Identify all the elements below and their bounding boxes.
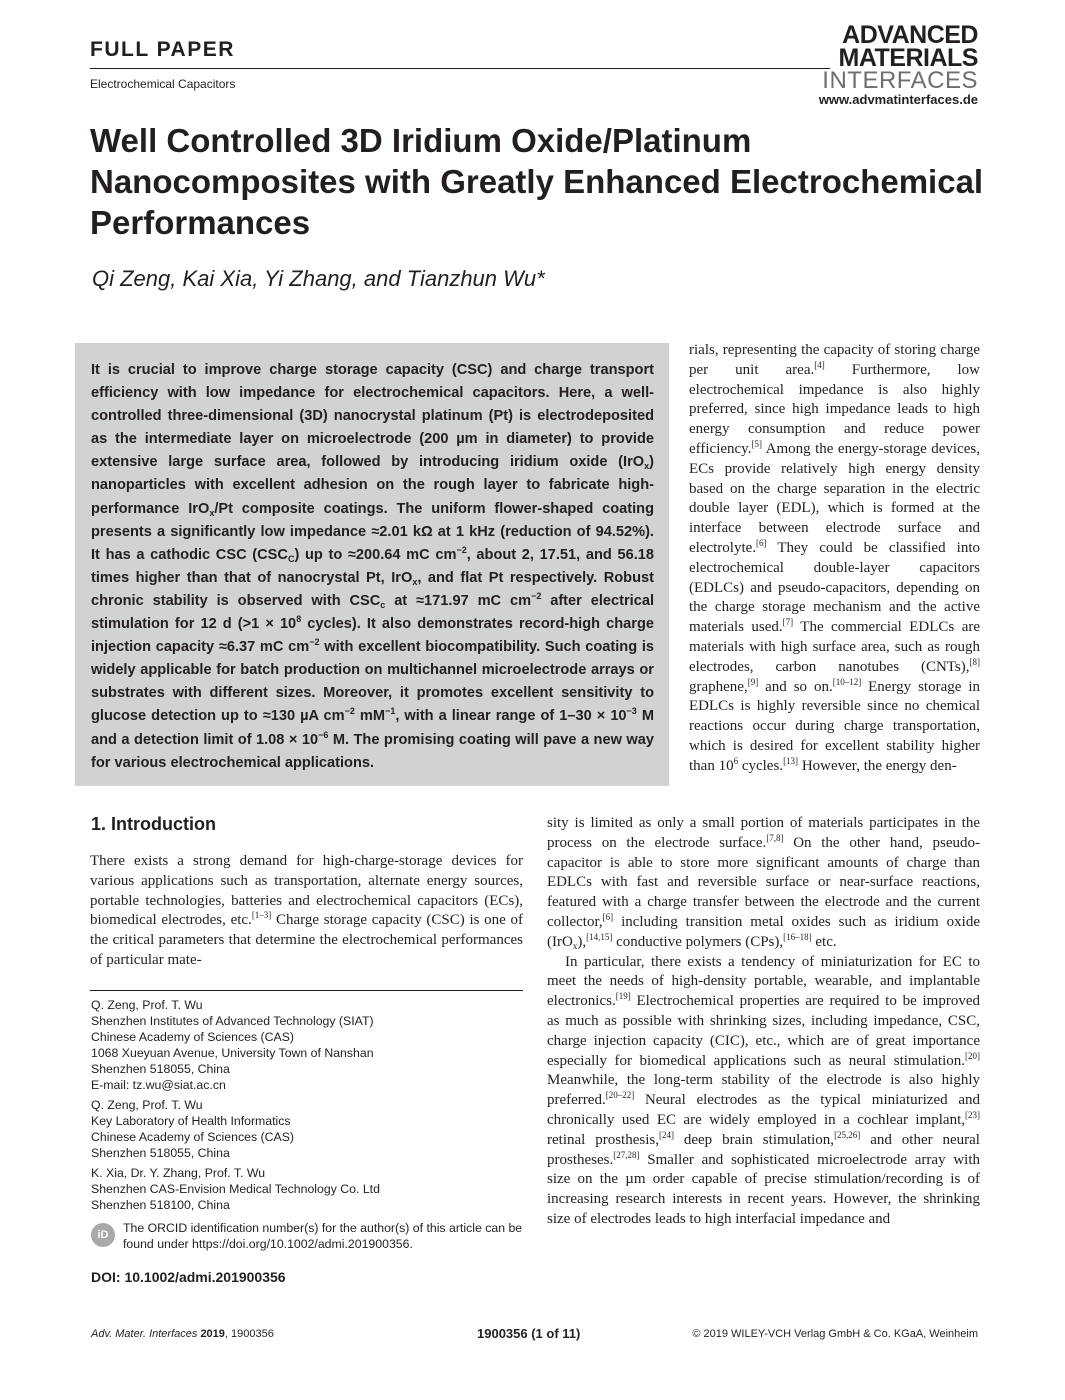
affiliation-group: Q. Zeng, Prof. T. Wu Shenzhen Institutes of Advanced Technology (SIAT) Chinese Academy of Sciences (CAS) 1068 Xueyuan Avenue, University Town of Nanshan Shenzhen 518055, China E-mail: tz.wu@siat.ac.cn: [91, 997, 524, 1093]
logo-line-2: MATERIALS: [838, 44, 978, 72]
affiliation-group: Q. Zeng, Prof. T. Wu Key Laboratory of Health Informatics Chinese Academy of Sciences (CAS) Shenzhen 518055, China: [91, 1098, 294, 1160]
header-rule: [90, 68, 830, 69]
author-email[interactable]: E-mail: tz.wu@siat.ac.cn: [91, 1078, 226, 1092]
paper-type-label: FULL PAPER: [90, 38, 235, 61]
page-number: 1900356 (1 of 11): [477, 1326, 581, 1341]
logo-line-1: ADVANCED: [842, 21, 978, 49]
journal-logo: [822, 21, 978, 94]
footer-citation: Adv. Mater. Interfaces 2019, 1900356: [91, 1328, 274, 1340]
doi-link[interactable]: DOI: 10.1002/admi.201900356: [91, 1269, 286, 1285]
journal-website-link[interactable]: www.advmatinterfaces.de: [818, 92, 978, 107]
footer-copyright: © 2019 WILEY-VCH Verlag GmbH & Co. KGaA, Weinheim: [692, 1328, 978, 1340]
orcid-icon: iD: [91, 1223, 115, 1247]
affiliation-group: K. Xia, Dr. Y. Zhang, Prof. T. Wu Shenzhen CAS-Envision Medical Technology Co. Ltd Shenzhen 518100, China: [91, 1166, 380, 1212]
paper-title: Well Controlled 3D Iridium Oxide/Platinum Nanocomposites with Greatly Enhanced Electrochemical Performances: [90, 122, 984, 241]
affiliations: [91, 997, 524, 1217]
intro-paragraph: There exists a strong demand for high-charge-storage devices for various applications such as transportation, alternate energy sources, portable technologies, batteries and electrochemical capacitors (ECs), biomedical electrodes, etc.[1–3] Charge storage capacity (CSC) is one of the critical parameters that determine the electrochemical performances of particular mate-: [90, 853, 523, 968]
body-text-right-bottom: [547, 814, 980, 1230]
logo-line-3: INTERFACES: [822, 67, 978, 94]
abstract-box: [75, 343, 669, 786]
orcid-text[interactable]: The ORCID identification number(s) for the author(s) of this article can be found under https://doi.org/10.1002/admi.201900356.: [123, 1221, 523, 1251]
section-heading-introduction: 1. Introduction: [91, 814, 216, 834]
affiliation-rule: [90, 990, 523, 991]
abstract-text: It is crucial to improve charge storage capacity (CSC) and charge transport efficiency with low impedance for electrochemical capacitors. Here, a well-controlled three-dimensional (3D) nanocrystal platinum (Pt) is electrodeposited as the intermediate layer on microelectrode (200 µm in diameter) to provide extensive large surface area, followed by introducing iridium oxide (IrO$_x$) nanoparticles with excellent adhesion on the rough layer to fabricate high-performance IrO$_x$/Pt composite coatings. The uniform flower-shaped coating presents a significantly low impedance ≈2.01 kΩ at 1 kHz (reduction of 94.52%). It has a cathodic CSC $(CSC_C)$ up to ≈200.64 mC $cm^{-2}$, about 2, 17.51, and 56.18 times higher than that of nanocrystal Pt, IrO$_x$, and flat Pt respectively. Robust chronic stability is observed with $CSC_c$ at ≈171.97 mC $cm^{-2}$ after electrical stimulation for 12 d ($>1 \times 10^8$ cycles). It also demonstrates record-high charge injection capacity ≈6.37 mC $cm^{-2}$ with excellent biocompatibility. Such coating is widely applicable for batch production on multichannel microelectrode arrays or substrates with different sizes. Moreover, it promotes excellent sensitivity to glucose detection up to ≈130 µA $cm^{-2}$ $mM^{-1}$, with a linear range of $1-30 \times 10^{-3}$ M and a detection limit of $1.08 \times 10^{-6}$ M. The promising coating will pave a new way for various electrochemical applications.: [91, 362, 654, 771]
body-text-right-top: rials, representing the capacity of storing charge per unit area.[4] Furthermore, low electrochemical impedance is also highly preferred, since high impedance leads to high energy consumption and reduce power efficiency.[5] Among the energy-storage devices, ECs provide relatively high energy density based on the charge separation in the electric double layer (EDL), which is formed at the interface between electrode surface and electrolyte.[6] They could be classified into electrochemical double-layer capacitors (EDLCs) and pseudo-capacitors, depending on the charge storage mechanism and the active materials used.[7] The commercial EDLCs are materials with high surface area, such as rough electrodes, carbon nanotubes (CNTs),[8] graphene,[9] and so on.[10–12] Energy storage in EDLCs is highly reversible since no chemical reactions occur during charge transportation, which is desired for excellent stability higher than $10^6$ cycles.[13] However, the energy den-: [689, 342, 980, 774]
body-paragraph: sity is limited as only a small portion of materials participates in the process on the electrode surface.[7,8] On the other hand, pseudo-capacitor is able to store more significant amounts of charge than EDLCs with fast and reversible surface or near-surface reactions, featured with a charge transfer between the electrode and the current collector,[6] including transition metal oxides such as iridium oxide (IrO$_x$),[14,15] conductive polymers (CPs),[16–18] etc.: [547, 815, 980, 951]
body-paragraph: In particular, there exists a tendency of miniaturization for EC to meet the needs of high-density portable, wearable, and implantable electronics.[19] Electrochemical properties are required to be improved as much as possible with shrinking sizes, including impedance, CSC, charge injection capacity (CIC), etc., which are of great importance especially for biomedical applications such as neural stimulation.[20] Meanwhile, the long-term stability of the electrode is also highly preferred.[20–22] Neural electrodes as the typical miniaturized and chronically used EC are widely employed in a cochlear implant,[23] retinal prosthesis,[24] deep brain stimulation,[25,26] and other neural prostheses.[27,28] Smaller and sophisticated microelectrode array with size on the µm order capable of precise stimulation/recording is of increasing research interests in recent years. However, the shrinking size of electrodes leads to high interfacial impedance and: [547, 953, 980, 1227]
author-list: Qi Zeng, Kai Xia, Yi Zhang, and Tianzhun Wu*: [92, 266, 545, 291]
section-label: Electrochemical Capacitors: [90, 77, 236, 91]
